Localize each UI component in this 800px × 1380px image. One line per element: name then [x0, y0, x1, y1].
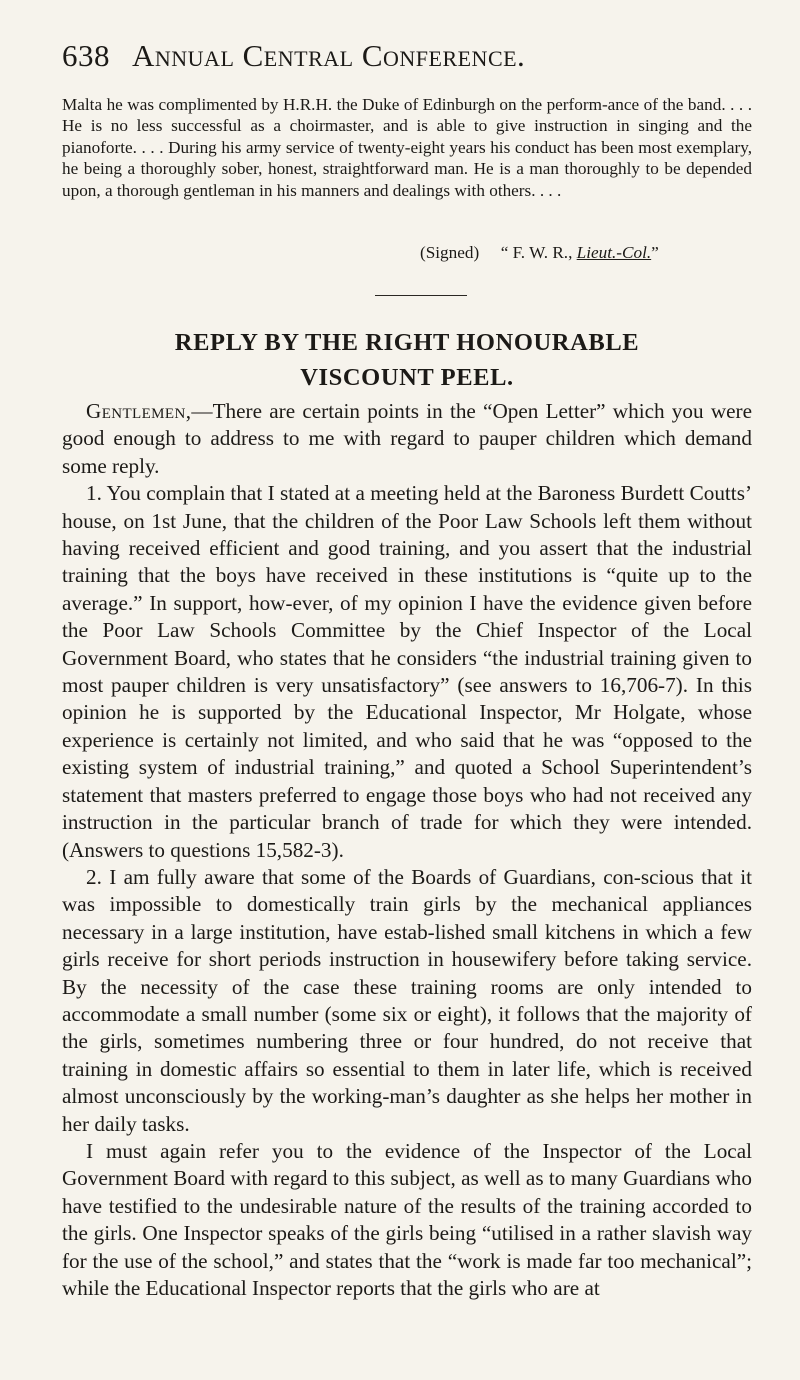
reply-heading-line-1: REPLY BY THE RIGHT HONOURABLE [174, 329, 640, 356]
quoted-letter-text: Malta he was complimented by H.R.H. the Duke of Edinburgh on the perform-ance of the band. . . . He is no less successful as a choirmaster, and is able to give instruction in singing and the pianoforte. . . . During his army service of twenty-eight years his conduct has been most exemplary, he being a thoroughly sober, honest, straightforward man. He is a man thoroughly to be depended upon, a thorough gentleman in his manners and dealings with others. . . . [62, 95, 752, 200]
reply-body [62, 398, 752, 1302]
section-divider [375, 295, 467, 296]
running-head [62, 38, 752, 74]
signed-rank: Lieut.-Col. [576, 243, 652, 262]
reply-paragraph-3: 2. I am fully aware that some of the Boards of Guardians, con-scious that it was impossible to domestically train girls by the mechanical appliances necessary in a large institution, have estab-lished small kitchens in which a few girls receive for short periods instruction in housewifery before taking service. By the necessity of the case these training rooms are only intended to accommodate a small number (some six or eight), it follows that the majority of the girls, sometimes numbering three or four hundred, do not receive that training in domestic affairs so essential to them in later life, which is received almost unconsciously by the working-man’s daughter as she helps her mother in her daily tasks. [62, 864, 752, 1136]
reply-paragraph-4: I must again refer you to the evidence of the Inspector of the Local Government Board with regard to this subject, as well as to many Guardians who have testified to the undesirable nature of the results of the training accorded to the girls. One Inspector speaks of the girls being “utilised in a rather slavish way for the use of the school,” and states that the “work is made far too mechanical”; while the Educational Inspector reports that the girls who are at [62, 1138, 752, 1300]
reply-paragraph-1-text: —There are certain points in the “Open Letter” which you were good enough to address to me with regard to pauper children which demand some reply. [62, 399, 752, 478]
running-title: Annual Central Conference. [132, 38, 526, 73]
reply-heading [62, 325, 752, 395]
reply-paragraph-2: 1. You complain that I stated at a meeting held at the Baroness Burdett Coutts’ house, on 1st June, that the children of the Poor Law Schools left them without having received efficient and good training, and you assert that the industrial training that the boys have received in these institutions is “quite up to the average.” In support, how-ever, of my opinion I have the evidence given before the Poor Law Schools Committee by the Chief Inspector of the Local Government Board, who states that he considers “the industrial training given to most pauper children is very unsatisfactory” (see answers to 16,706-7). In this opinion he is supported by the Educational Inspector, Mr Holgate, whose experience is certainly not limited, and who said that he was “opposed to the existing system of industrial training,” and quoted a School Superintendent’s statement that masters preferred to engage those boys who had not received any instruction in the particular branch of trade for which they were intended. (Answers to questions 15,582-3). [62, 481, 752, 862]
signed-name: “ F. W. R., [500, 243, 573, 262]
letter-signature [420, 243, 659, 263]
signed-label: (Signed) [420, 243, 480, 262]
salutation: Gentlemen, [86, 399, 192, 423]
reply-heading-line-2: VISCOUNT PEEL. [300, 364, 514, 391]
signed-close: ” [651, 243, 659, 262]
reply-paragraph-1 [62, 398, 752, 480]
page-number: 638 [62, 38, 110, 73]
